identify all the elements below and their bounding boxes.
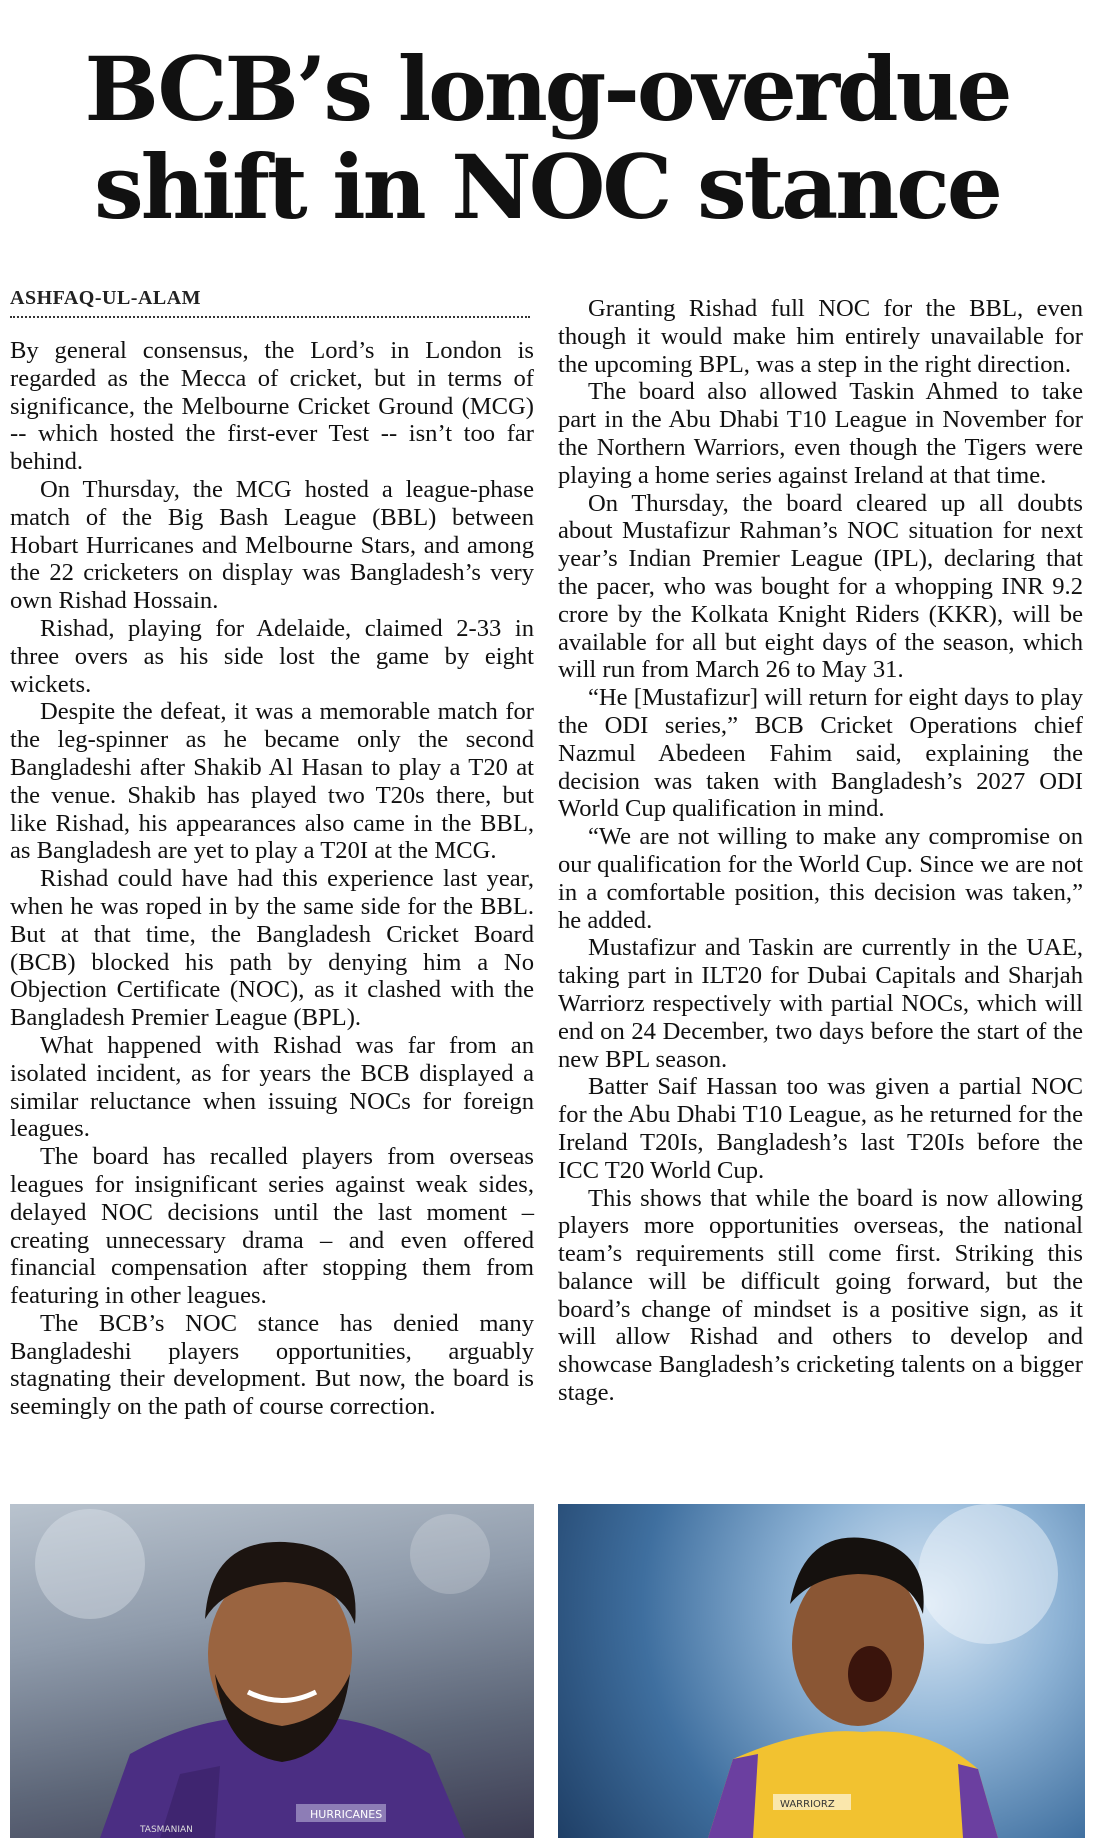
paragraph: “We are not willing to make any compromise on our qualification for the World Cup. Since we are not in a comfortable position, this decision was taken,” he added. (558, 823, 1083, 934)
headline-line-2: shift in NOC stance (94, 135, 1000, 239)
headline-line-1: BCB’s long-overdue (84, 37, 1010, 141)
paragraph: Granting Rishad full NOC for the BBL, even though it would make him entirely unavailable for the upcoming BPL, was a step in the right direction. (558, 295, 1083, 378)
byline-divider (10, 316, 530, 318)
paragraph: What happened with Rishad was far from an isolated incident, as for years the BCB displayed a similar reluctance when issuing NOCs for foreign leagues. (10, 1031, 534, 1143)
paragraph: The BCB’s NOC stance has denied many Bangladeshi players opportunities, arguably stagnating their development. But now, the board is seemingly on the path of course correction. (10, 1309, 534, 1421)
paragraph: Rishad, playing for Adelaide, claimed 2-33 in three overs as his side lost the game by eight wickets. (10, 614, 534, 698)
paragraph: The board has recalled players from overseas leagues for insignificant series against weak sides, delayed NOC decisions until the last moment – creating unnecessary drama – and even offered financial compensation after stopping them from featuring in other leagues. (10, 1143, 534, 1310)
paragraph: Despite the defeat, it was a memorable match for the leg-spinner as he became only the second Bangladeshi after Shakib Al Hasan to play a T20 at the venue. Shakib has played two T20s there, but like Rishad, his appearances also came in the BBL, as Bangladesh are yet to play a T20I at the MCG. (10, 698, 534, 865)
paragraph: This shows that while the board is now allowing players more opportunities overseas, the national team’s requirements still come first. Striking this balance will be difficult going forward, but the board’s change of mindset is a positive sign, as it will allow Rishad and others to develop and showcase Bangladesh’s cricketing talents on a bigger stage. (558, 1184, 1083, 1407)
paragraph: On Thursday, the MCG hosted a league-phase match of the Big Bash League (BBL) between Hobart Hurricanes and Melbourne Stars, and among the 22 cricketers on display was Bangladesh’s very own Rishad Hossain. (10, 475, 534, 615)
player-illustration (558, 1504, 1085, 1838)
paragraph: “He [Mustafizur] will return for eight days to play the ODI series,” BCB Cricket Operations chief Nazmul Abedeen Fahim said, explaining the decision was taken with Bangladesh’s 2027 ODI World Cup qualification in mind. (558, 684, 1083, 823)
article-column-left (10, 337, 534, 1421)
paragraph: The board also allowed Taskin Ahmed to take part in the Abu Dhabi T10 League in November for the Northern Warriors, even though the Tigers were playing a home series against Ireland at that time. (558, 378, 1083, 489)
paragraph: By general consensus, the Lord’s in London is regarded as the Mecca of cricket, but in terms of significance, the Melbourne Cricket Ground (MCG) -- which hosted the first-ever Test -- isn’t too far behind. (10, 337, 534, 476)
player-illustration (10, 1504, 534, 1838)
sleeve-text: TASMANIAN (140, 1825, 193, 1835)
byline: ASHFAQ-UL-ALAM (10, 287, 202, 309)
jersey-text: WARRIORZ (780, 1799, 835, 1810)
headline (0, 37, 1094, 239)
paragraph: Mustafizur and Taskin are currently in the UAE, taking part in ILT20 for Dubai Capitals and Sharjah Warriorz respectively with partial NOCs, which will end on 24 December, two days before the start of the new BPL season. (558, 934, 1083, 1073)
paragraph: Rishad could have had this experience last year, when he was roped in by the same side for the BBL. But at that time, the Bangladesh Cricket Board (BCB) blocked his path by denying him a No Objection Certificate (NOC), as it clashed with the Bangladesh Premier League (BPL). (10, 865, 534, 1032)
photo-rishad-hossain (10, 1504, 534, 1838)
jersey-text: HURRICANES (310, 1808, 383, 1821)
paragraph: Batter Saif Hassan too was given a partial NOC for the Abu Dhabi T10 League, as he returned for the Ireland T20Is, Bangladesh’s last T20Is before the ICC T20 World Cup. (558, 1073, 1083, 1184)
article-column-right (558, 295, 1083, 1407)
photo-taskin-ahmed (558, 1504, 1085, 1838)
paragraph: On Thursday, the board cleared up all doubts about Mustafizur Rahman’s NOC situation for next year’s Indian Premier League (IPL), declaring that the pacer, who was bought for a whopping INR 9.2 crore by the Kolkata Knight Riders (KKR), will be available for all but eight days of the season, which will run from March 26 to May 31. (558, 489, 1083, 684)
